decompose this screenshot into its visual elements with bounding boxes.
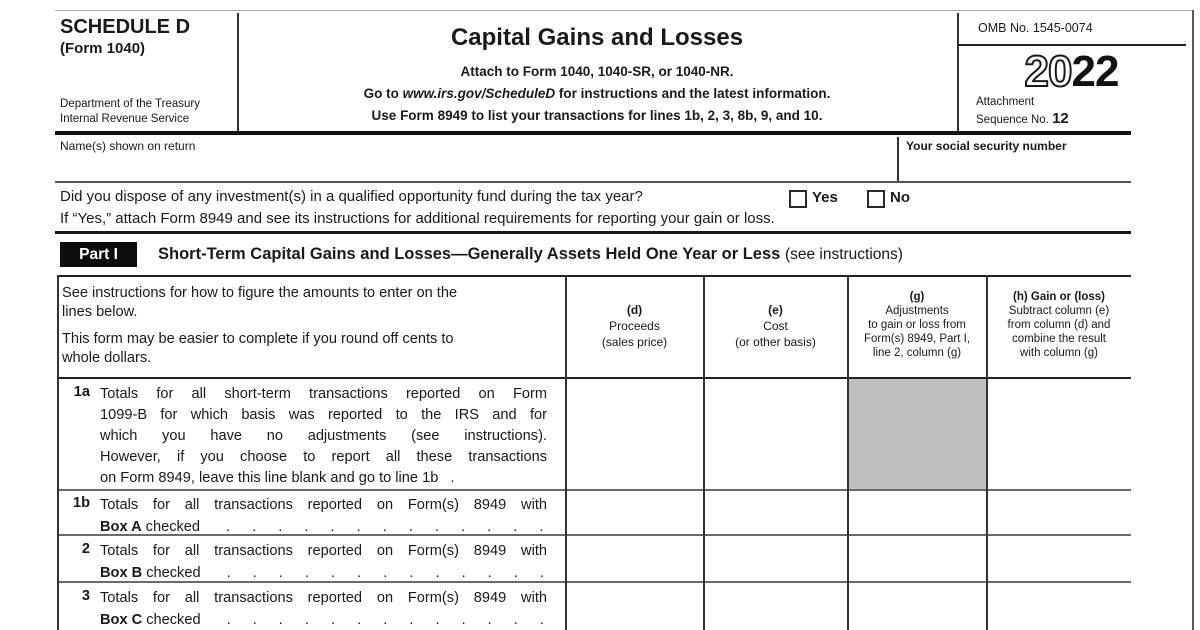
row-1a-text-line3: which you have no adjustments (see instructions). (100, 428, 547, 444)
table-intro-line2b: whole dollars. (62, 350, 152, 366)
cell-3-d[interactable] (567, 583, 703, 630)
row-3-checked-label: checked (142, 612, 201, 628)
cell-2-g[interactable] (849, 536, 986, 581)
row-1b-text-line1: Totals for all transactions reported on Form(s) 8949 with (100, 497, 547, 513)
agency-line: Internal Revenue Service (60, 113, 190, 125)
qof-note: If “Yes,” attach Form 8949 and see its instructions for additional requirements for reporting your gain or loss. (60, 210, 775, 227)
row-1a-text-line1: Totals for all short-term transactions reported on Form (100, 386, 547, 402)
goto-post: for instructions and the latest information. (555, 86, 831, 101)
page-right-border (1192, 10, 1194, 630)
cell-1b-h[interactable] (988, 491, 1131, 534)
cell-1a-e[interactable] (705, 379, 847, 489)
header-thick-rule (55, 131, 1131, 135)
attachment-label: Attachment (976, 96, 1035, 108)
col-h-id: (h) Gain or (loss) (1013, 291, 1105, 303)
table-intro-line1b: lines below. (62, 304, 138, 320)
cell-3-e[interactable] (705, 583, 847, 630)
omb-number: OMB No. 1545-0074 (978, 21, 1093, 35)
name-ssn-divider (897, 137, 899, 181)
cell-1a-h[interactable] (988, 379, 1131, 489)
tax-year-solid-digits: 22 (1071, 47, 1119, 96)
cell-1b-e[interactable] (705, 491, 847, 534)
row-2-text-line2 (100, 563, 547, 584)
col-h-line3: from column (d) and (1007, 319, 1111, 331)
use-form-instruction: Use Form 8949 to list your transactions for lines 1b, 2, 3, 8b, 9, and 10. (371, 108, 823, 123)
name-row-underline (55, 181, 1131, 183)
row-1a-number: 1a (73, 384, 90, 400)
form-title: Capital Gains and Losses (450, 24, 744, 51)
cell-1b-g[interactable] (849, 491, 986, 534)
tax-year (957, 47, 1186, 96)
row-3-box-label: Box C (100, 612, 143, 628)
row-3-dot-leader: . . . . . . . . . . . . . (226, 612, 544, 628)
col-d-line2: Proceeds (609, 319, 660, 333)
col-d-line3: (sales price) (601, 335, 668, 349)
name-input-area[interactable] (57, 153, 895, 180)
qof-no-label: No (890, 189, 910, 206)
row-1b-number: 1b (72, 495, 90, 511)
part1-badge: Part I (60, 242, 137, 267)
qof-no-checkbox[interactable] (867, 190, 885, 208)
row-1b-box-label: Box A (100, 519, 142, 535)
schedule-label: SCHEDULE D (60, 16, 191, 38)
row-2-text-line1: Totals for all transactions reported on Form(s) 8949 with (100, 543, 547, 559)
cell-3-h[interactable] (988, 583, 1131, 630)
cell-3-g[interactable] (849, 583, 986, 630)
table-intro-line2: This form may be easier to complete if you round off cents to (62, 331, 454, 347)
row-1a-text-line4: However, if you choose to report all these transactions (100, 449, 547, 465)
col-g-header (848, 290, 986, 360)
goto-pre: Go to (363, 86, 403, 101)
cell-1b-d[interactable] (567, 491, 703, 534)
sequence-label: Sequence No. (976, 114, 1049, 126)
table-left-border (57, 275, 59, 630)
col-h-line4: combine the result (1012, 333, 1106, 345)
part1-title-text: Short-Term Capital Gains and Losses—Generally Assets Held One Year or Less (158, 245, 781, 263)
col-e-id: (e) (768, 303, 783, 317)
sequence-line (976, 110, 1069, 127)
row-2-dot-leader: . . . . . . . . . . . . . (226, 565, 544, 581)
cell-1a-g-shaded (849, 379, 986, 489)
col-g-line5: line 2, column (g) (872, 347, 962, 359)
col-g-line3: to gain or loss from (868, 319, 966, 331)
col-h-line2: Subtract column (e) (1008, 305, 1110, 317)
row-2-checked-label: checked (142, 565, 201, 581)
cell-1a-d[interactable] (567, 379, 703, 489)
page-top-border (55, 10, 1193, 11)
row-2-box-label: Box B (100, 565, 143, 581)
col-d-header (566, 302, 703, 350)
cell-2-e[interactable] (705, 536, 847, 581)
row-1b-checked-label: checked (141, 519, 201, 535)
goto-instruction (237, 86, 957, 101)
col-e-header (704, 302, 847, 350)
tax-year-outline-digits: 20 (1024, 47, 1072, 96)
qof-yes-label: Yes (812, 189, 838, 206)
goto-url: www.irs.gov/ScheduleD (402, 86, 556, 101)
table-intro-line1: See instructions for how to figure the amounts to enter on the (62, 285, 458, 301)
col-h-header (987, 290, 1131, 360)
attach-instruction: Attach to Form 1040, 1040-SR, or 1040-NR. (460, 64, 734, 79)
col-d-id: (d) (626, 303, 643, 317)
sequence-number: 12 (1052, 110, 1069, 127)
col-g-id: (g) (909, 291, 925, 303)
form-number-label: (Form 1040) (60, 40, 146, 57)
col-e-line2: Cost (763, 319, 788, 333)
col-h-line5: with column (g) (1020, 347, 1098, 359)
row-1b-text-line2 (100, 517, 547, 538)
col-g-line2: Adjustments (885, 305, 949, 317)
omb-underline (957, 44, 1186, 46)
col-g-line4: Form(s) 8949, Part I, (863, 333, 971, 345)
row-2-number: 2 (81, 541, 90, 557)
row-3-text-line1: Totals for all transactions reported on Form(s) 8949 with (100, 590, 547, 606)
ssn-label: Your social security number (906, 139, 1067, 153)
row-1a-text-line5: on Form 8949, leave this line blank and go to line 1b . (100, 470, 455, 486)
cell-2-h[interactable] (988, 536, 1131, 581)
ssn-input-area[interactable] (901, 153, 1130, 180)
name-label: Name(s) shown on return (60, 139, 196, 153)
department-line: Department of the Treasury (60, 98, 200, 110)
table-top-border (57, 275, 1131, 277)
row-1b-dot-leader: . . . . . . . . . . . . . (226, 519, 544, 535)
qof-question: Did you dispose of any investment(s) in a qualified opportunity fund during the tax year? (60, 188, 643, 205)
question-bottom-rule (55, 231, 1131, 234)
cell-2-d[interactable] (567, 536, 703, 581)
row-3-text-line2 (100, 610, 547, 630)
col-e-line3: (or other basis) (735, 335, 816, 349)
qof-yes-checkbox[interactable] (789, 190, 807, 208)
part1-title (158, 245, 903, 264)
row-1a-text-line2: 1099-B for which basis was reported to the IRS and for (100, 407, 547, 423)
part1-title-suffix: (see instructions) (784, 246, 903, 263)
row-3-number: 3 (81, 588, 90, 604)
